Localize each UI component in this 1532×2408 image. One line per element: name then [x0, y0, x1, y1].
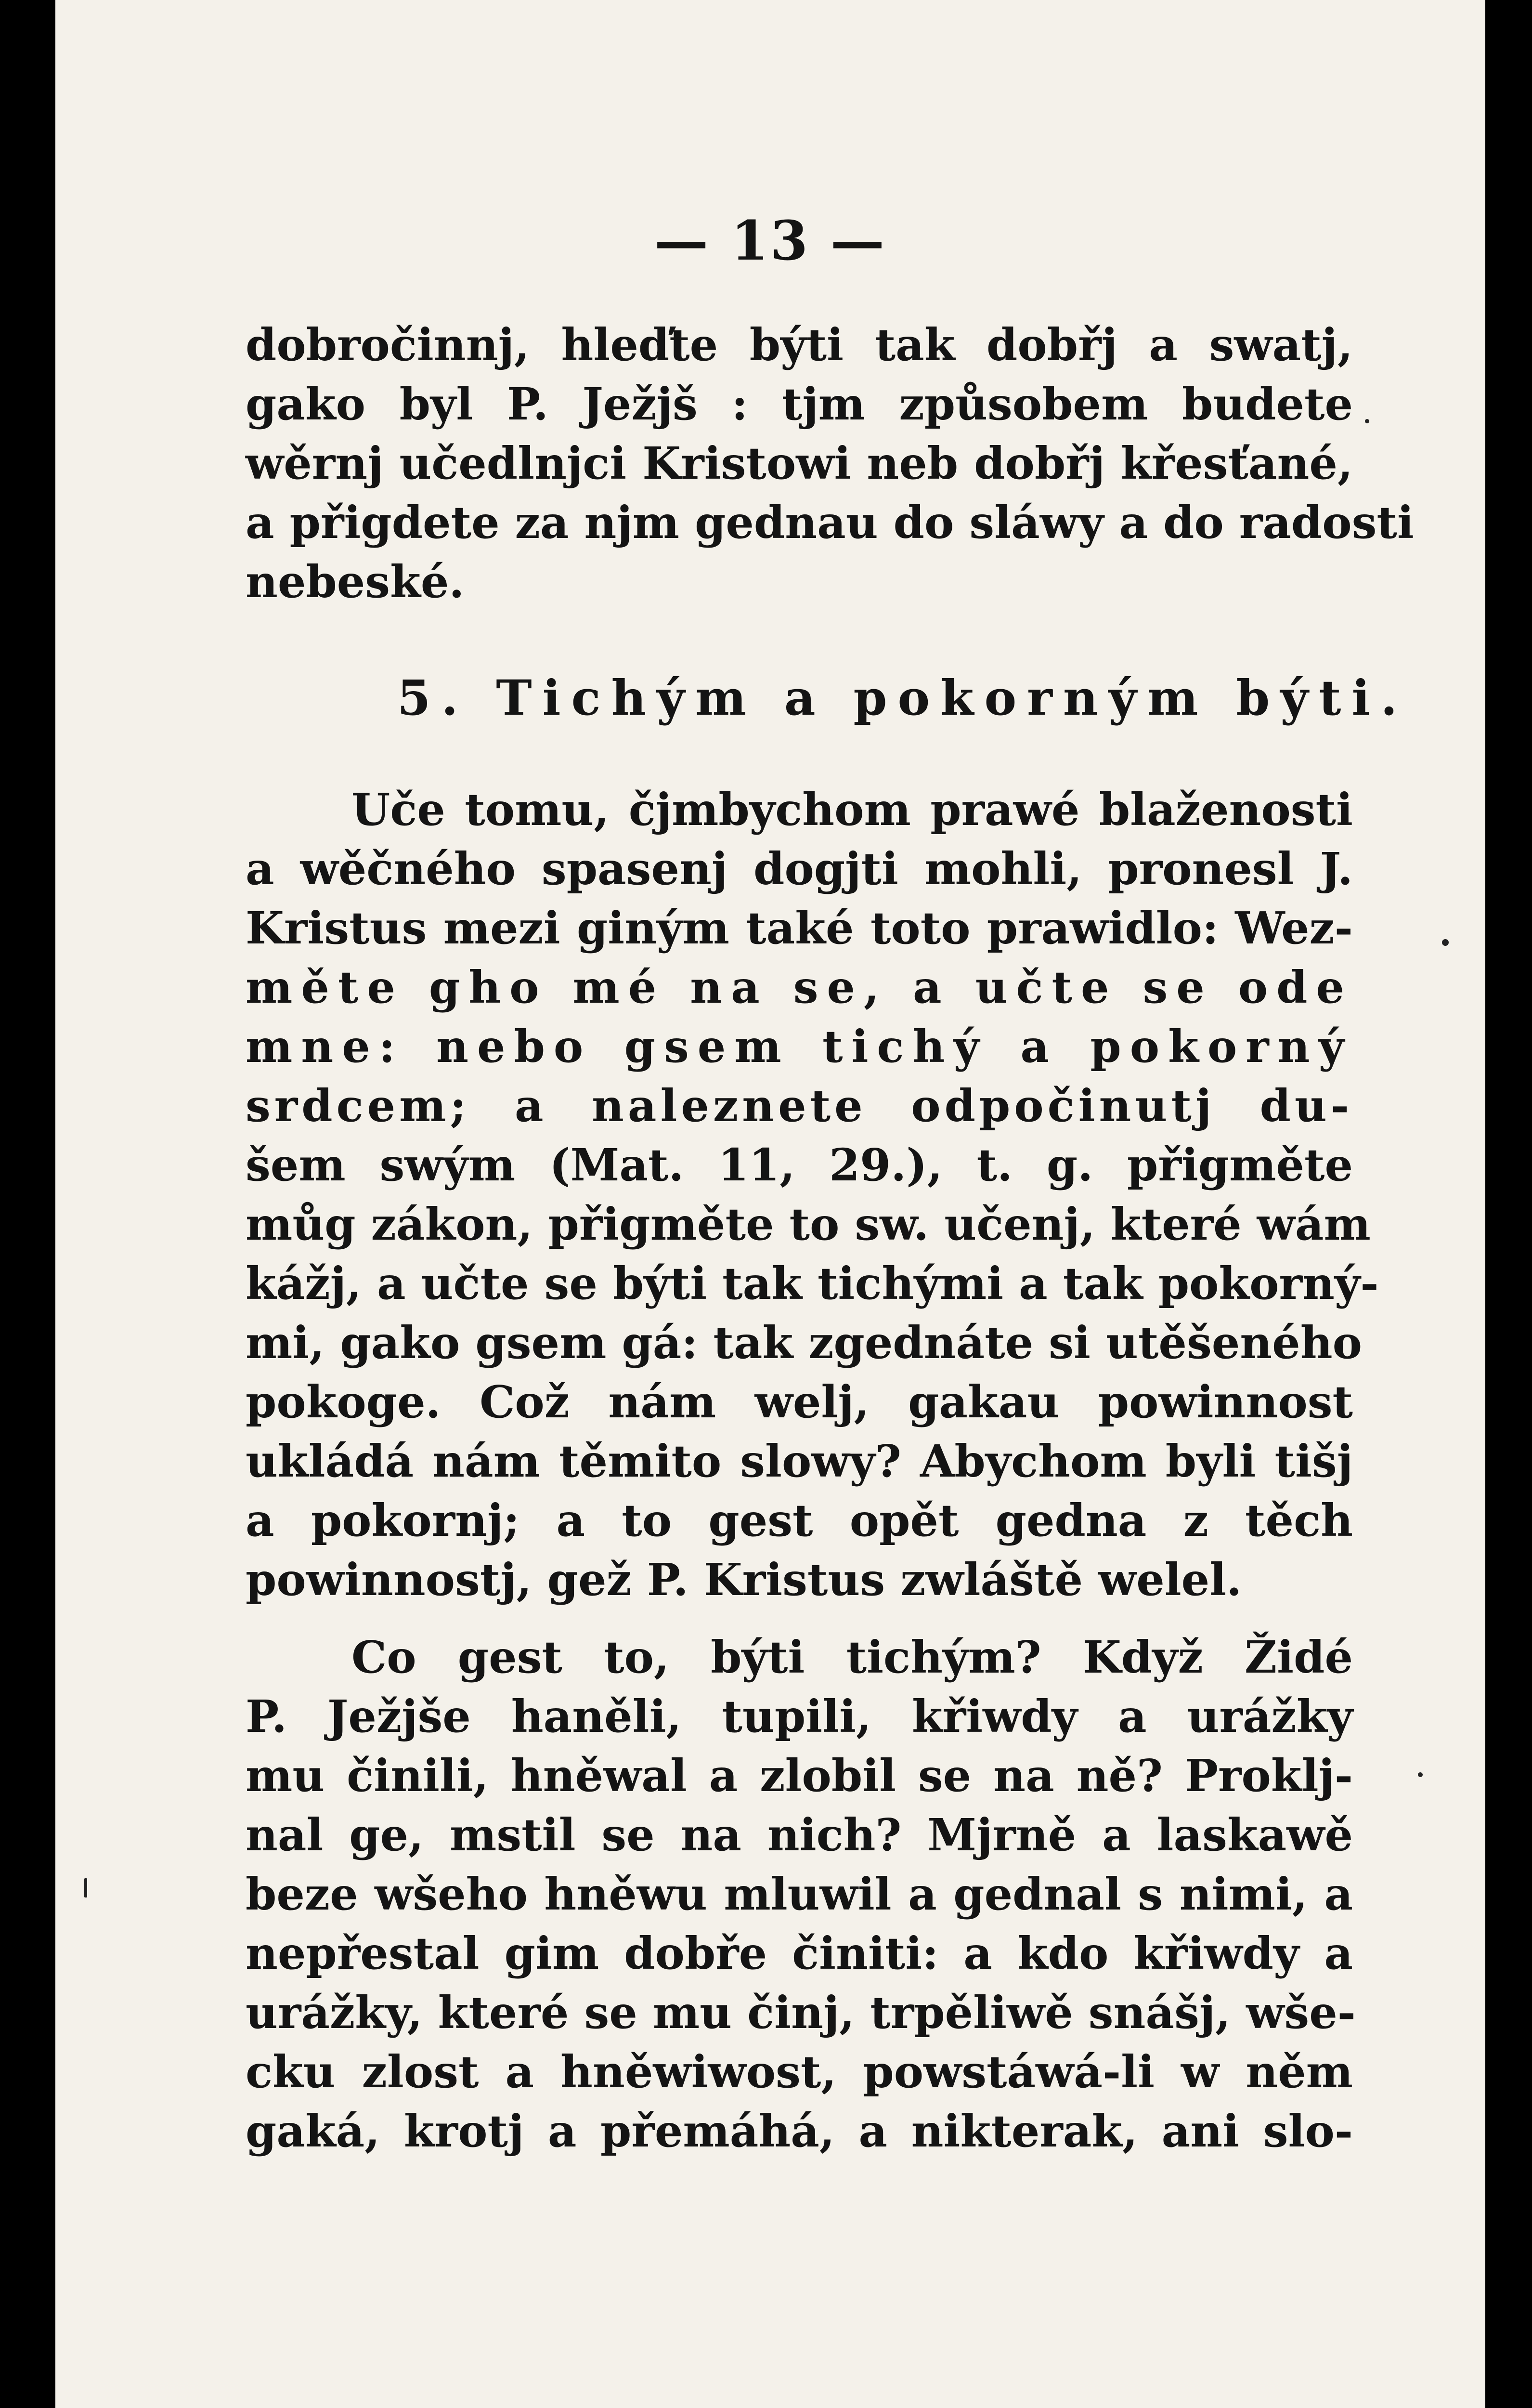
text-line: mu činili, hněwal a zlobil se na ně? Proklj- — [246, 1750, 1353, 1802]
text-line: mi, gako gsem gá: tak zgednáte si utěšeného — [246, 1317, 1362, 1369]
text-line: gako byl P. Ježjš : tjm způsobem budete — [246, 378, 1353, 430]
paper-speck — [1365, 419, 1369, 423]
page-number-header: — 13 — — [654, 209, 886, 273]
text-line: urážky, které se mu činj, trpěliwě snášj, wše- — [246, 1987, 1356, 2039]
book-page — [55, 0, 1485, 2408]
text-line: powinnostj, gež P. Kristus zwláště welel. — [246, 1554, 1242, 1606]
text-line: šem swým (Mat. 11, 29.), t. g. přigměte — [246, 1139, 1353, 1191]
paragraph-3 — [246, 1628, 1356, 2161]
paragraph-2 — [246, 780, 1379, 1610]
text-line: a wěčného spasenj dogjti mohli, pronesl J. — [246, 843, 1353, 895]
text-line: nepřestal gim dobře činiti: a kdo křiwdy a — [246, 1927, 1353, 1979]
text-line: beze wšeho hněwu mluwil a gednal s nimi, a — [246, 1868, 1353, 1920]
text-line: Uče tomu, čjmbychom prawé blaženosti — [351, 784, 1353, 836]
text-line: pokoge. Což nám welj, gakau powinnost — [246, 1376, 1353, 1428]
text-line: srdcem; a naleznete odpočinutj du- — [246, 1080, 1353, 1132]
text-line: P. Ježjše haněli, tupili, křiwdy a urážky — [246, 1690, 1353, 1742]
text-line: kážj, a učte se býti tak tichými a tak pokorný- — [246, 1257, 1379, 1309]
text-line: nal ge, mstil se na nich? Mjrně a laskawě — [246, 1809, 1353, 1861]
text-line: měte gho mé na se, a učte se ode — [246, 961, 1353, 1013]
text-line: dobročinnj, hleďte býti tak dobřj a swatj, — [246, 319, 1353, 371]
text-line: Co gest to, býti tichým? Když Židé — [351, 1631, 1353, 1683]
text-line: wěrnj učedlnjci Kristowi neb dobřj křesťané, — [246, 437, 1353, 489]
paper-speck — [1418, 1772, 1423, 1777]
text-line: a přigdete za njm gednau do sláwy a do radosti — [246, 497, 1414, 549]
text-line: ukládá nám těmito slowy? Abychom byli tišj — [246, 1435, 1353, 1487]
section-heading: 5. Tichým a pokorným býti. — [397, 669, 1408, 726]
text-line: Kristus mezi giným také toto prawidlo: Wez- — [246, 902, 1353, 954]
text-line: mne: nebo gsem tichý a pokorný — [246, 1021, 1353, 1073]
text-line: a pokornj; a to gest opět gedna z těch — [246, 1494, 1353, 1546]
paper-speck — [1442, 939, 1449, 946]
text-line: můg zákon, přigměte to sw. učenj, které wám — [246, 1198, 1371, 1250]
text-line: gaká, krotj a přemáhá, a nikterak, ani slo- — [246, 2105, 1353, 2157]
text-line: nebeské. — [246, 556, 465, 608]
paragraph-1 — [246, 315, 1414, 612]
text-line: cku zlost a hněwiwost, powstáwá-li w něm — [246, 2046, 1353, 2098]
paper-speck — [84, 1878, 87, 1898]
